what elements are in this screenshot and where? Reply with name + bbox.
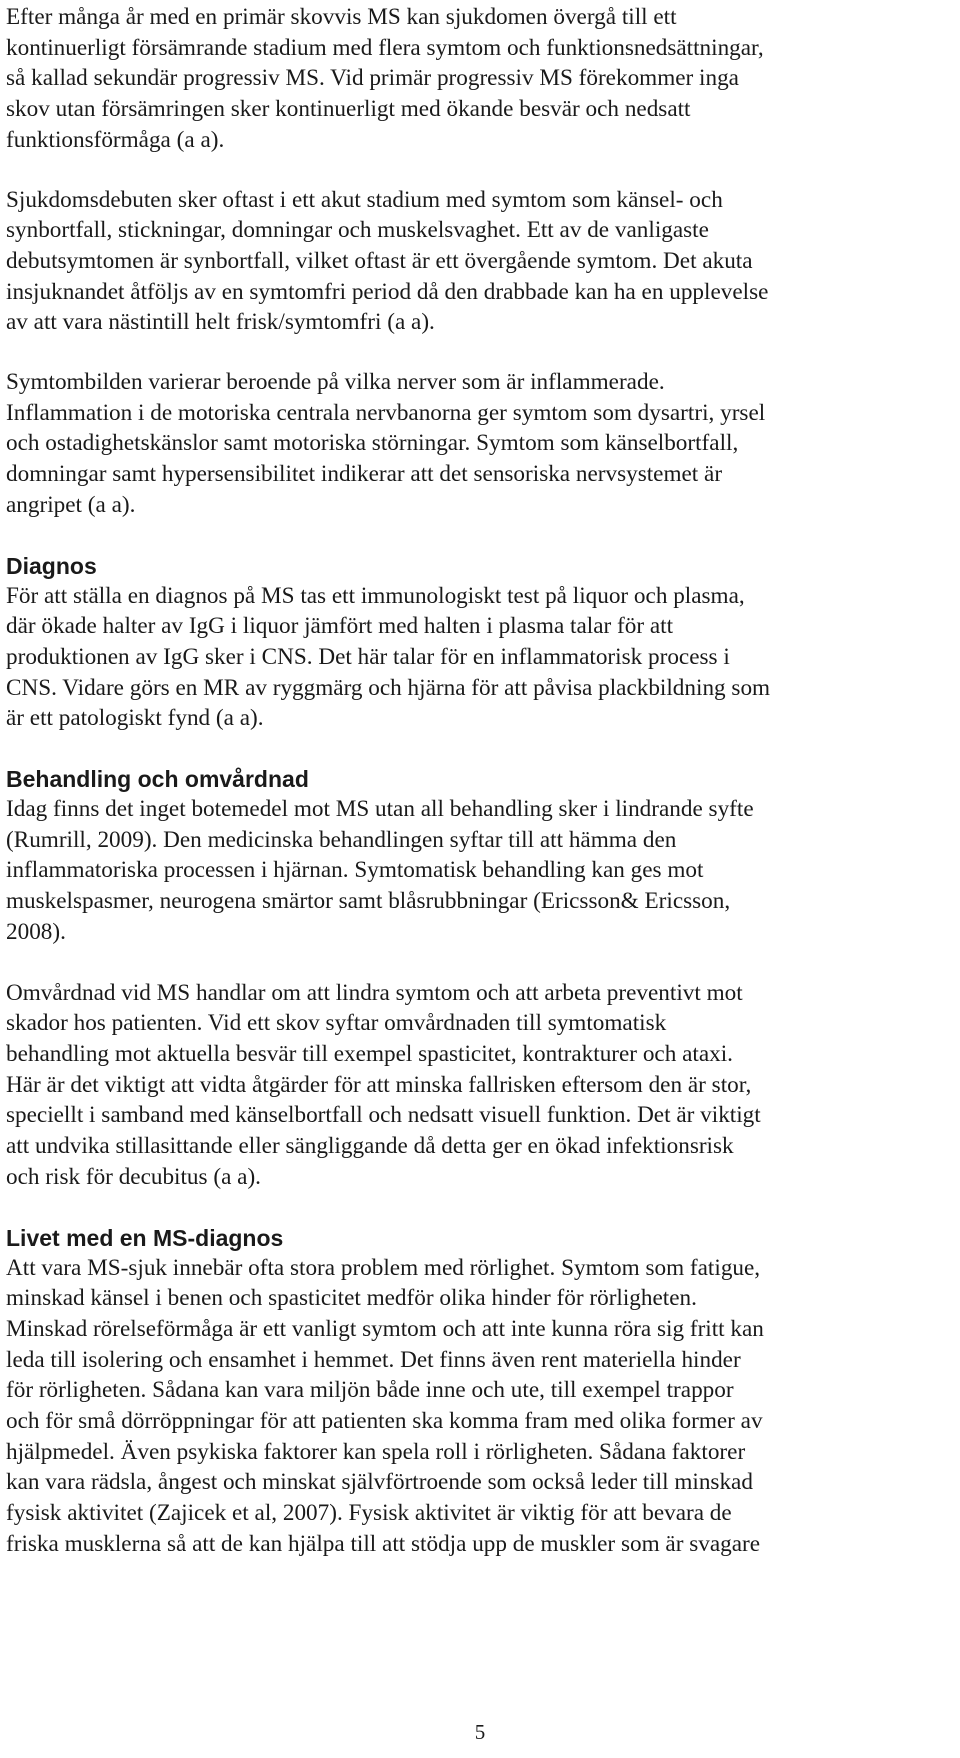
text-line: fysisk aktivitet (Zajicek et al, 2007). Fysisk aktivitet är viktig för att bevara de	[6, 1500, 732, 1527]
text-line: kontinuerligt försämrande stadium med flera symtom och funktionsnedsättningar,	[6, 34, 764, 61]
text-line: angripet (a a).	[6, 491, 136, 518]
text-line: Inflammation i de motoriska centrala nervbanorna ger symtom som dysartri, yrsel	[6, 399, 766, 426]
text-line: För att ställa en diagnos på MS tas ett immunologiskt test på liquor och plasma,	[6, 582, 745, 609]
text-line: så kallad sekundär progressiv MS. Vid primär progressiv MS förekommer inga	[6, 65, 739, 92]
heading-livet: Livet med en MS-diagnos	[6, 1224, 284, 1251]
text-line: Här är det viktigt att vidta åtgärder för att minska fallrisken eftersom den är stor,	[6, 1071, 752, 1098]
text-line: friska musklerna så att de kan hjälpa till att stödja upp de muskler som är svagare	[6, 1530, 761, 1557]
text-line: minskad känsel i benen och spasticitet medför olika hinder för rörligheten.	[6, 1285, 697, 1312]
text-line: Idag finns det inget botemedel mot MS utan all behandling sker i lindrande syfte	[6, 796, 754, 823]
text-line: (Rumrill, 2009). Den medicinska behandlingen syftar till att hämma den	[6, 826, 677, 853]
text-line: Omvårdnad vid MS handlar om att lindra symtom och att arbeta preventivt mot	[6, 979, 743, 1006]
text-line: Symtombilden varierar beroende på vilka nerver som är inflammerade.	[6, 369, 665, 396]
paragraph-diagnos	[6, 581, 956, 735]
page-number: 5	[474, 1720, 486, 1744]
text-line: kan vara rädsla, ångest och minskat självförtroende som också leder till minskad	[6, 1469, 753, 1496]
paragraph-behandling	[6, 794, 956, 948]
text-line: 2008).	[6, 918, 66, 945]
paragraph-livet	[6, 1253, 956, 1560]
heading-behandling: Behandling och omvårdnad	[6, 766, 309, 793]
text-line: Efter många år med en primär skovvis MS kan sjukdomen övergå till ett	[6, 4, 677, 30]
text-line: där ökade halter av IgG i liquor jämfört med halten i plasma talar för att	[6, 613, 674, 640]
text-line: skov utan försämringen sker kontinuerligt med ökande besvär och nedsatt	[6, 96, 691, 123]
heading-diagnos: Diagnos	[6, 552, 97, 579]
text-line: hjälpmedel. Även psykiska faktorer kan spela roll i rörligheten. Sådana faktorer	[6, 1438, 746, 1465]
text-line: och för små dörröppningar för att patienten ska komma fram med olika former av	[6, 1408, 763, 1435]
paragraph-disease-onset	[6, 185, 956, 339]
text-line: domningar samt hypersensibilitet indikerar att det sensoriska nervsystemet är	[6, 461, 723, 488]
text-line: produktionen av IgG sker i CNS. Det här talar för en inflammatorisk process i	[6, 643, 730, 670]
text-line: synbortfall, stickningar, domningar och muskelsvaghet. Ett av de vanligaste	[6, 217, 709, 244]
text-line: muskelspasmer, neurogena smärtor samt blåsrubbningar (Ericsson& Ericsson,	[6, 888, 731, 915]
document-page	[6, 0, 956, 1560]
text-line: Att vara MS-sjuk innebär ofta stora problem med rörlighet. Symtom som fatigue,	[6, 1254, 761, 1281]
text-line: av att vara nästintill helt frisk/symtomfri (a a).	[6, 309, 435, 336]
paragraph-omvardnad	[6, 978, 956, 1193]
text-line: skador hos patienten. Vid ett skov syftar omvårdnaden till symtomatisk	[6, 1010, 667, 1037]
text-line: Sjukdomsdebuten sker oftast i ett akut stadium med symtom som känsel- och	[6, 186, 723, 213]
text-line: för rörligheten. Sådana kan vara miljön både inne och ute, till exempel trappor	[6, 1377, 734, 1404]
text-line: och risk för decubitus (a a).	[6, 1163, 261, 1190]
text-line: inflammatoriska processen i hjärnan. Symtomatisk behandling kan ges mot	[6, 857, 704, 884]
text-line: är ett patologiskt fynd (a a).	[6, 705, 264, 732]
paragraph-symptom-picture	[6, 367, 956, 521]
text-line: speciellt i samband med känselbortfall och nedsatt visuell funktion. Det är viktigt	[6, 1102, 761, 1129]
text-line: och ostadighetskänslor samt motoriska störningar. Symtom som känselbortfall,	[6, 430, 739, 457]
text-line: att undvika stillasittande eller sängliggande då detta ger en ökad infektionsrisk	[6, 1133, 734, 1160]
text-line: CNS. Vidare görs en MR av ryggmärg och hjärna för att påvisa plackbildning som	[6, 674, 771, 701]
text-line: insjuknandet åtföljs av en symtomfri period då den drabbade kan ha en upplevelse	[6, 278, 769, 305]
paragraph-ms-progression	[6, 2, 956, 156]
text-line: Minskad rörelseförmåga är ett vanligt symtom och att inte kunna röra sig fritt kan	[6, 1315, 764, 1342]
text-line: leda till isolering och ensamhet i hemmet. Det finns även rent materiella hinder	[6, 1346, 741, 1373]
text-line: funktionsförmåga (a a).	[6, 126, 225, 153]
text-line: behandling mot aktuella besvär till exempel spasticitet, kontrakturer och ataxi.	[6, 1040, 733, 1067]
text-line: debutsymtomen är synbortfall, vilket oftast är ett övergående symtom. Det akuta	[6, 247, 753, 274]
